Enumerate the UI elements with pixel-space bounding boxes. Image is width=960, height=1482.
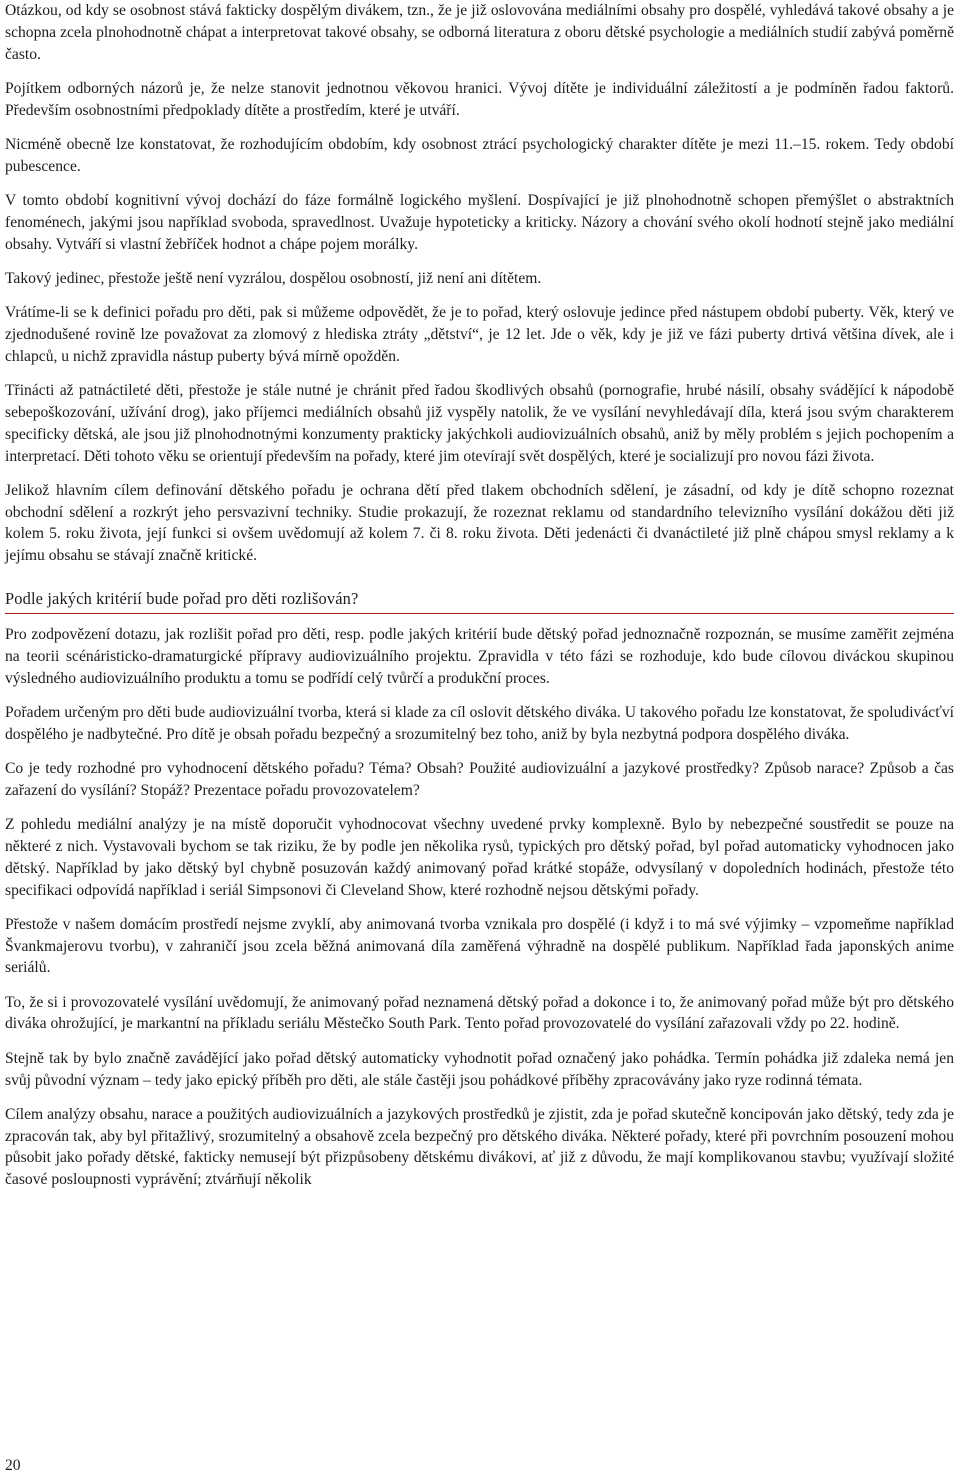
paragraph: Otázkou, od kdy se osobnost stává fakticky dospělým divákem, tzn., že je již oslovována mediálními obsahy pro dospělé, vyhledává takové obsahy a je schopna zcela plnohodnotně chápat a interpretovat takové obsahy, se odborná literatura z oboru dětské psychologie a mediálních studií zabývá poměrně často. bbox=[5, 2, 954, 63]
page-number: 20 bbox=[5, 1457, 21, 1474]
paragraph: Vrátíme-li se k definici pořadu pro děti, pak si můžeme odpovědět, že je to pořad, který oslovuje jedince před nástupem období puberty. Věk, který ve zjednodušené rovině lze považovat za zlomový z hlediska ztráty „dětství“, je 12 let. Jde o věk, kdy je již ve fázi puberty drtivá většina dívek, ale i chlapců, u nichž zpravidla nástup puberty bývá mírně opožděn. bbox=[5, 304, 954, 365]
section-heading-rule bbox=[5, 588, 954, 614]
section-heading: Podle jakých kritérií bude pořad pro děti rozlišován? bbox=[5, 589, 359, 609]
paragraph: Co je tedy rozhodné pro vyhodnocení dětského pořadu? Téma? Obsah? Použité audiovizuální a jazykové prostředky? Způsob narace? Způsob a čas zařazení do vysílání? Stopáž? Prezentace pořadu provozovatelem? bbox=[5, 760, 954, 799]
paragraph: To, že si i provozovatelé vysílání uvědomují, že animovaný pořad neznamená dětský pořad a dokonce i to, že animovaný pořad může být pro dětského diváka ohrožující, je markantní na příkladu seriálu Městečko South Park. Tento pořad provozovatelé do vysílání zařazovali vždy po 22. hodině. bbox=[5, 993, 954, 1033]
paragraph: Třinácti až patnáctileté děti, přestože je stále nutné je chránit před řadou škodlivých obsahů (pornografie, hrubé násilí, obsahy svádějící k nápodobě sebepoškozování, užívání drog), jako příjemci mediálních obsahů již vyspěly natolik, že ve vysílání nevyhledávají díla, která jsou svým charakterem specificky dětská, ale jsou již plnohodnotnými konzumenty prakticky jakýchkoli audiovizuálních obsahů, aniž by měly problém s jejich pochopením a interpretací. Děti tohoto věku se orientují především na pořady, které jim otevírají svět dospělých, které je socializují pro novou fázi života. bbox=[5, 382, 954, 465]
paragraph: Pojítkem odborných názorů je, že nelze stanovit jednotnou věkovou hranici. Vývoj dítěte je individuální záležitostí a je podmíněn řadou faktorů. Především osobnostními předpoklady dítěte a prostředím, které je utváří. bbox=[5, 79, 954, 119]
paragraph: Přestože v našem domácím prostředí nejsme zvyklí, aby animovaná tvorba vznikala pro dospělé (i když i to má své výjimky – vzpomeňme například Švankmajerovu tvorbu), v zahraničí jsou zcela běžná animovaná díla zaměřená výhradně na dospělé publikum. Například řada japonských anime seriálů. bbox=[5, 915, 954, 977]
paragraph: Pořadem určeným pro děti bude audiovizuální tvorba, která si klade za cíl oslovit dětského diváka. U takového pořadu lze konstatovat, že spoludivácťví dospělého je nadbytečné. Pro dítě je obsah pořadu bezpečný a srozumitelný bez toho, aniž by byla nezbytná podpora dospělého diváka. bbox=[5, 703, 954, 743]
paragraph: Jelikož hlavním cílem definování dětského pořadu je ochrana dětí před tlakem obchodních sdělení, je zásadní, od kdy je dítě schopno rozeznat obchodní sdělení a rozkrýt jeho persvazivní techniky. Studie prokazují, že rozeznat reklamu od standardního televizního vysílání dokážou děti již kolem 5. roku života, její funkci si ovšem uvědomují až kolem 7. či 8. roku života. Děti jedenácti či dvanáctileté již plně chápou smysl reklamy a k jejímu obsahu se stávají značně kritické. bbox=[5, 481, 954, 565]
paragraph: V tomto období kognitivní vývoj dochází do fáze formálně logického myšlení. Dospívající je již plnohodnotně schopen přemýšlet o abstraktních fenoménech, jakými jsou například svoboda, spravedlnost. Uvažuje hypoteticky a kriticky. Názory a chování svého okolí hodnotí stejně jako mediální obsahy. Vytváří si vlastní žebříček hodnot a chápe pojem morálky. bbox=[5, 192, 954, 253]
paragraph: Takový jedinec, přestože ještě není vyzrálou, dospělou osobností, již není ani dítětem. bbox=[5, 269, 542, 287]
paragraph: Pro zodpovězení dotazu, jak rozlišit pořad pro děti, resp. podle jakých kritérií bude dětský pořad jednoznačně rozpoznán, se musíme zaměřit zejména na teorii scénáristicko-dramaturgické přípravy audiovizuálního projektu. Zpravidla v této fázi se rozhoduje, kdo bude cílovou diváckou skupinou výsledného audiovizuálního produktu a tomu se podřídí celý tvůrčí a produkční proces. bbox=[5, 626, 954, 687]
paragraph: Stejně tak by bylo značně zavádějící jako pořad dětský automaticky vyhodnotit pořad označený jako pohádka. Termín pohádka již zdaleka nemá jen svůj původní význam – tedy jako epický příběh pro děti, ale stále častěji jsou pohádkové příběhy zpracovávány jako ryze rodinná témata. bbox=[5, 1049, 954, 1089]
paragraph: Z pohledu mediální analýzy je na místě doporučit vyhodnocovat všechny uvedené prvky komplexně. Bylo by nebezpečné soustředit se pouze na některé z nich. Vystavovali bychom se tak riziku, že by podle jen několika rysů, typických pro dětský pořad, byl pořad automaticky vyhodnocen jako dětský. Například by jako dětský byl chybně posuzován každý animovaný pořad krátké stopáže, odvysílaný v dopoledních hodinách, přestože této specifikaci odpovídá například i seriál Simpsonovi či Cleveland Show, které rozhodně nejsou dětskými pořady. bbox=[5, 816, 954, 899]
document-page bbox=[5, 0, 954, 1204]
paragraph: Cílem analýzy obsahu, narace a použitých audiovizuálních a jazykových prostředků je zjistit, zda je pořad skutečně koncipován jako dětský, tedy zda je zpracován tak, aby byl přitažlivý, srozumitelný a obsahově zcela bezpečný pro dětského diváka. Některé pořady, které při povrchním posouzení mohou působit jako pořady dětské, fakticky nemusejí být přizpůsobeny dětskému divákovi, ať již z důvodu, že mají komplikovanou stavbu; využívají složité časové posloupnosti vyprávění; ztvárňují několik bbox=[5, 1105, 954, 1189]
paragraph: Nicméně obecně lze konstatovat, že rozhodujícím obdobím, kdy osobnost ztrácí psychologický charakter dítěte je mezi 11.–15. rokem. Tedy období pubescence. bbox=[5, 135, 954, 175]
